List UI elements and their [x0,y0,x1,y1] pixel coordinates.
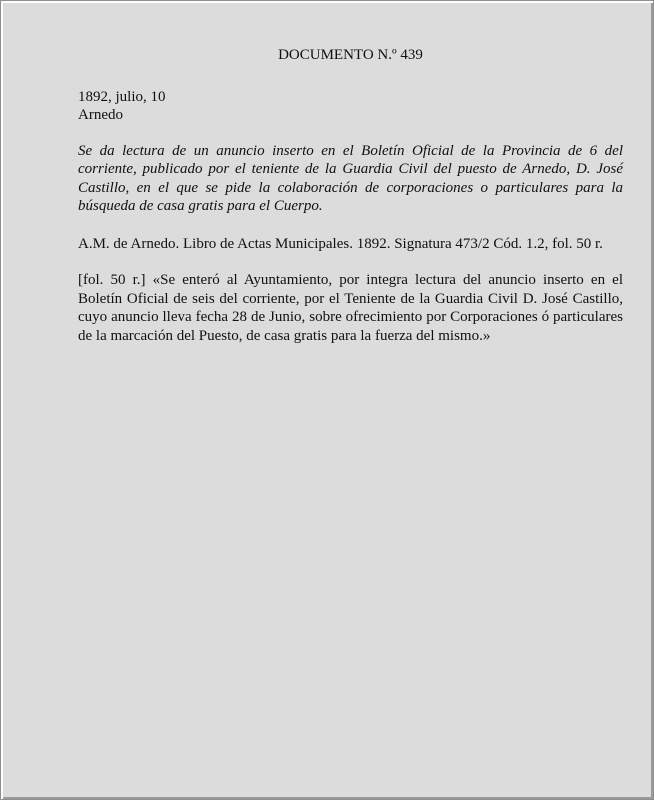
document-date: 1892, julio, 10 [78,88,166,105]
document-transcript: [fol. 50 r.] «Se enteró al Ayuntamiento, por integra lectura del anuncio inserto en el Boletín Oficial de seis del corriente, por el Teniente de la Guardia Civil D. José Castillo, cuyo anuncio lleva fecha 28 de Junio, sobre ofrecimiento por Corporaciones ó particulares de la marcación del Puesto, de casa gratis para la fuerza del mismo.» [78,272,623,344]
document-place: Arnedo [78,107,123,123]
document-title: DOCUMENTO N.º 439 [278,47,423,63]
document-summary: Se da lectura de un anuncio inserto en el Boletín Oficial de la Provincia de 6 del corriente, publicado por el teniente de la Guardia Civil del puesto de Arnedo, D. José Castillo, en el que se pide la colaboración de corporaciones o particulares para la búsqueda de casa gratis para el Cuerpo. [78,142,623,214]
document-source: A.M. de Arnedo. Libro de Actas Municipales. 1892. Signatura 473/2 Cód. 1.2, fol. 50 r. [78,235,603,252]
document-content [78,46,623,345]
